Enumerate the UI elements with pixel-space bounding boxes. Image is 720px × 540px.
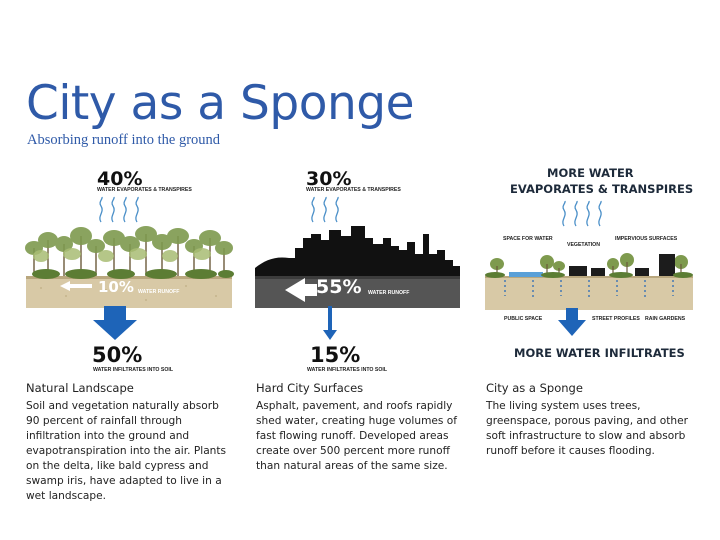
runoff-label-city: WATER RUNOFF bbox=[368, 290, 410, 296]
panel-description-sponge: The living system uses trees, greenspace, porous paving, and other soft infrastructure to slow and absorb runoff before it causes flooding. bbox=[486, 400, 688, 457]
evaporation-label-natural: WATER EVAPORATES & TRANSPIRES bbox=[97, 187, 192, 193]
evaporation-vapor-icon-city bbox=[307, 196, 351, 226]
tag-public-space: PUBLIC SPACE bbox=[504, 316, 543, 322]
evaporation-percent-city: 30% bbox=[306, 168, 352, 190]
infiltration-percent-natural: 50% bbox=[92, 343, 143, 367]
tag-space-for-water: SPACE FOR WATER bbox=[503, 236, 553, 242]
infiltration-arrow-city bbox=[322, 306, 338, 342]
infiltration-arrow-sponge bbox=[557, 308, 587, 338]
tag-impervious-surfaces: IMPERVIOUS SURFACES bbox=[615, 236, 678, 242]
sponge-top-line2: EVAPORATES & TRANSPIRES bbox=[510, 182, 694, 196]
evaporation-percent-natural: 40% bbox=[97, 168, 143, 190]
infiltration-percent-city: 15% bbox=[310, 343, 361, 367]
infiltration-arrow-natural bbox=[91, 306, 139, 342]
infiltration-label-natural: WATER INFILTRATES INTO SOIL bbox=[93, 367, 174, 373]
sponge-top-line1: MORE WATER bbox=[547, 166, 634, 180]
tag-street-profiles: STREET PROFILES bbox=[592, 316, 640, 322]
evaporation-vapor-icon-sponge bbox=[558, 200, 610, 230]
evaporation-label-city: WATER EVAPORATES & TRANSPIRES bbox=[306, 187, 401, 193]
runoff-percent-city: 55% bbox=[316, 276, 362, 298]
tag-vegetation: VEGETATION bbox=[567, 242, 600, 248]
sponge-bottom-heading: MORE WATER INFILTRATES bbox=[514, 346, 685, 360]
page-title: City as a Sponge bbox=[26, 76, 414, 131]
panel-label-natural: Natural Landscape bbox=[26, 381, 134, 395]
panel-label-city: Hard City Surfaces bbox=[256, 381, 364, 395]
tag-rain-gardens: RAIN GARDENS bbox=[645, 316, 686, 322]
sponge-city-illustration bbox=[485, 248, 693, 312]
panel-label-sponge: City as a Sponge bbox=[486, 381, 583, 395]
panel-description-natural: Soil and vegetation naturally absorb 90 percent of rainfall through infiltration into the ground and evapotranspiration into the air. Plants on the delta, like bald cypress and swamp iris, have adapted to live in a wet landscape. bbox=[26, 400, 227, 502]
natural-landscape-illustration bbox=[26, 226, 232, 310]
evaporation-vapor-icon bbox=[95, 196, 155, 226]
panel-description-city: Asphalt, pavement, and roofs rapidly shed water, creating huge volumes of fast flowing runoff. Developed areas create over 500 percent more runoff than natural areas of the same size. bbox=[256, 400, 458, 472]
runoff-label-natural: WATER RUNOFF bbox=[138, 289, 180, 295]
infiltration-label-city: WATER INFILTRATES INTO SOIL bbox=[307, 367, 388, 373]
page-subtitle: Absorbing runoff into the ground bbox=[27, 132, 221, 148]
runoff-percent-natural: 10% bbox=[98, 278, 134, 296]
